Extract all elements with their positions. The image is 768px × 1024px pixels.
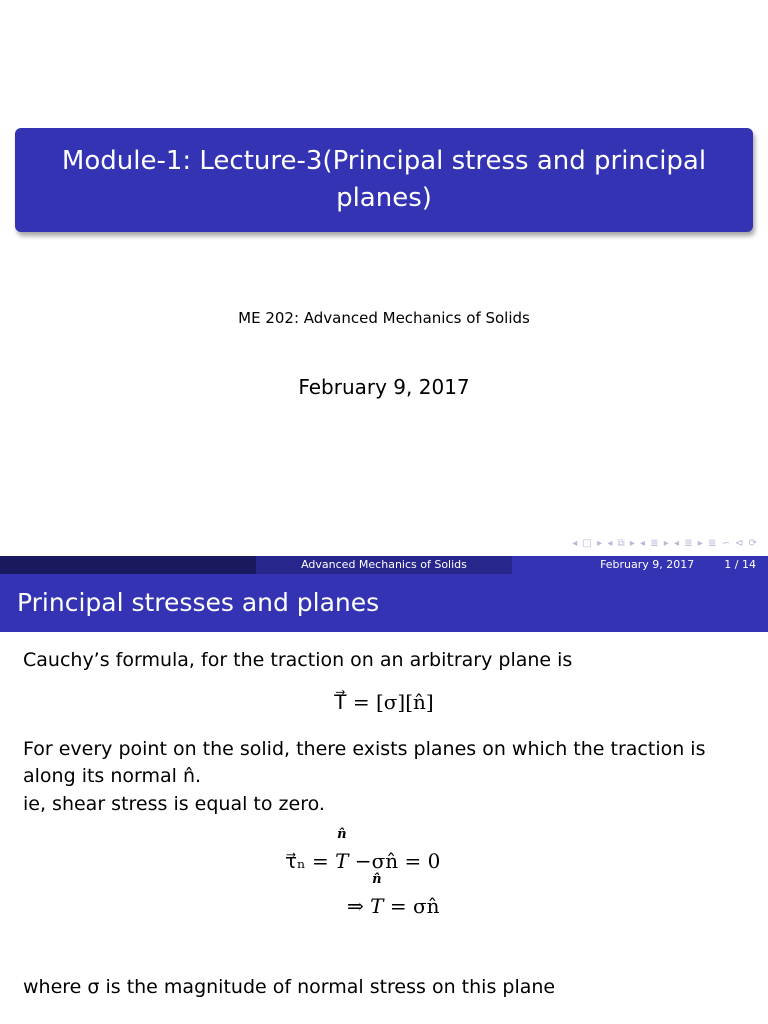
eq-tau-lhs: τ⃗ₙ = xyxy=(285,849,329,873)
paragraph-normal-stress: where σ is the magnitude of normal stress on this plane xyxy=(23,976,556,998)
paragraph-planes-line1: For every point on the solid, there exists planes on which the traction is xyxy=(23,738,706,760)
paragraph-cauchy: Cauchy’s formula, for the traction on an arbitrary plane is xyxy=(23,649,573,671)
eq-hat-n: n̂ xyxy=(337,827,347,842)
eq-implies: ⇒ xyxy=(347,894,364,918)
eq-hat-n2: n̂ xyxy=(372,872,382,887)
footer-left-block xyxy=(0,556,256,574)
lecture-date: February 9, 2017 xyxy=(298,375,470,399)
footer-course: Advanced Mechanics of Solids xyxy=(256,556,512,574)
frame-title: Principal stresses and planes xyxy=(0,574,768,632)
equation-cauchy: T⃗ = [σ][n̂] xyxy=(334,690,434,714)
paragraph-planes-line2: along its normal n̂. xyxy=(23,765,202,787)
page-number: 1 / 14 xyxy=(724,558,756,571)
title-banner xyxy=(15,128,753,232)
eq-line2-rest: = σn̂ xyxy=(389,894,440,918)
lecture-title: Module-1: Lecture-3(Principal stress and principal planes) xyxy=(61,146,707,213)
footer-date: February 9, 2017 xyxy=(600,558,695,571)
eq-traction-T: n̂ T xyxy=(335,827,349,873)
eq-line1-rest: −σn̂ = 0 xyxy=(354,849,441,873)
paragraph-shear-zero: ie, shear stress is equal to zero. xyxy=(23,793,325,815)
course-name: ME 202: Advanced Mechanics of Solids xyxy=(238,309,530,327)
eq-traction-T2: n̂ T xyxy=(370,872,384,918)
slide-footer xyxy=(0,556,768,574)
beamer-navigation-icons[interactable]: ◂ □ ▸ ◂ ⧉ ▸ ◂ ≣ ▸ ◂ ≣ ▸ ≣ ∽ ⊲ ⟳ xyxy=(572,538,758,549)
equation-shear-line2 xyxy=(347,872,440,918)
footer-right-block xyxy=(512,556,768,574)
equation-shear-line1 xyxy=(285,827,441,873)
